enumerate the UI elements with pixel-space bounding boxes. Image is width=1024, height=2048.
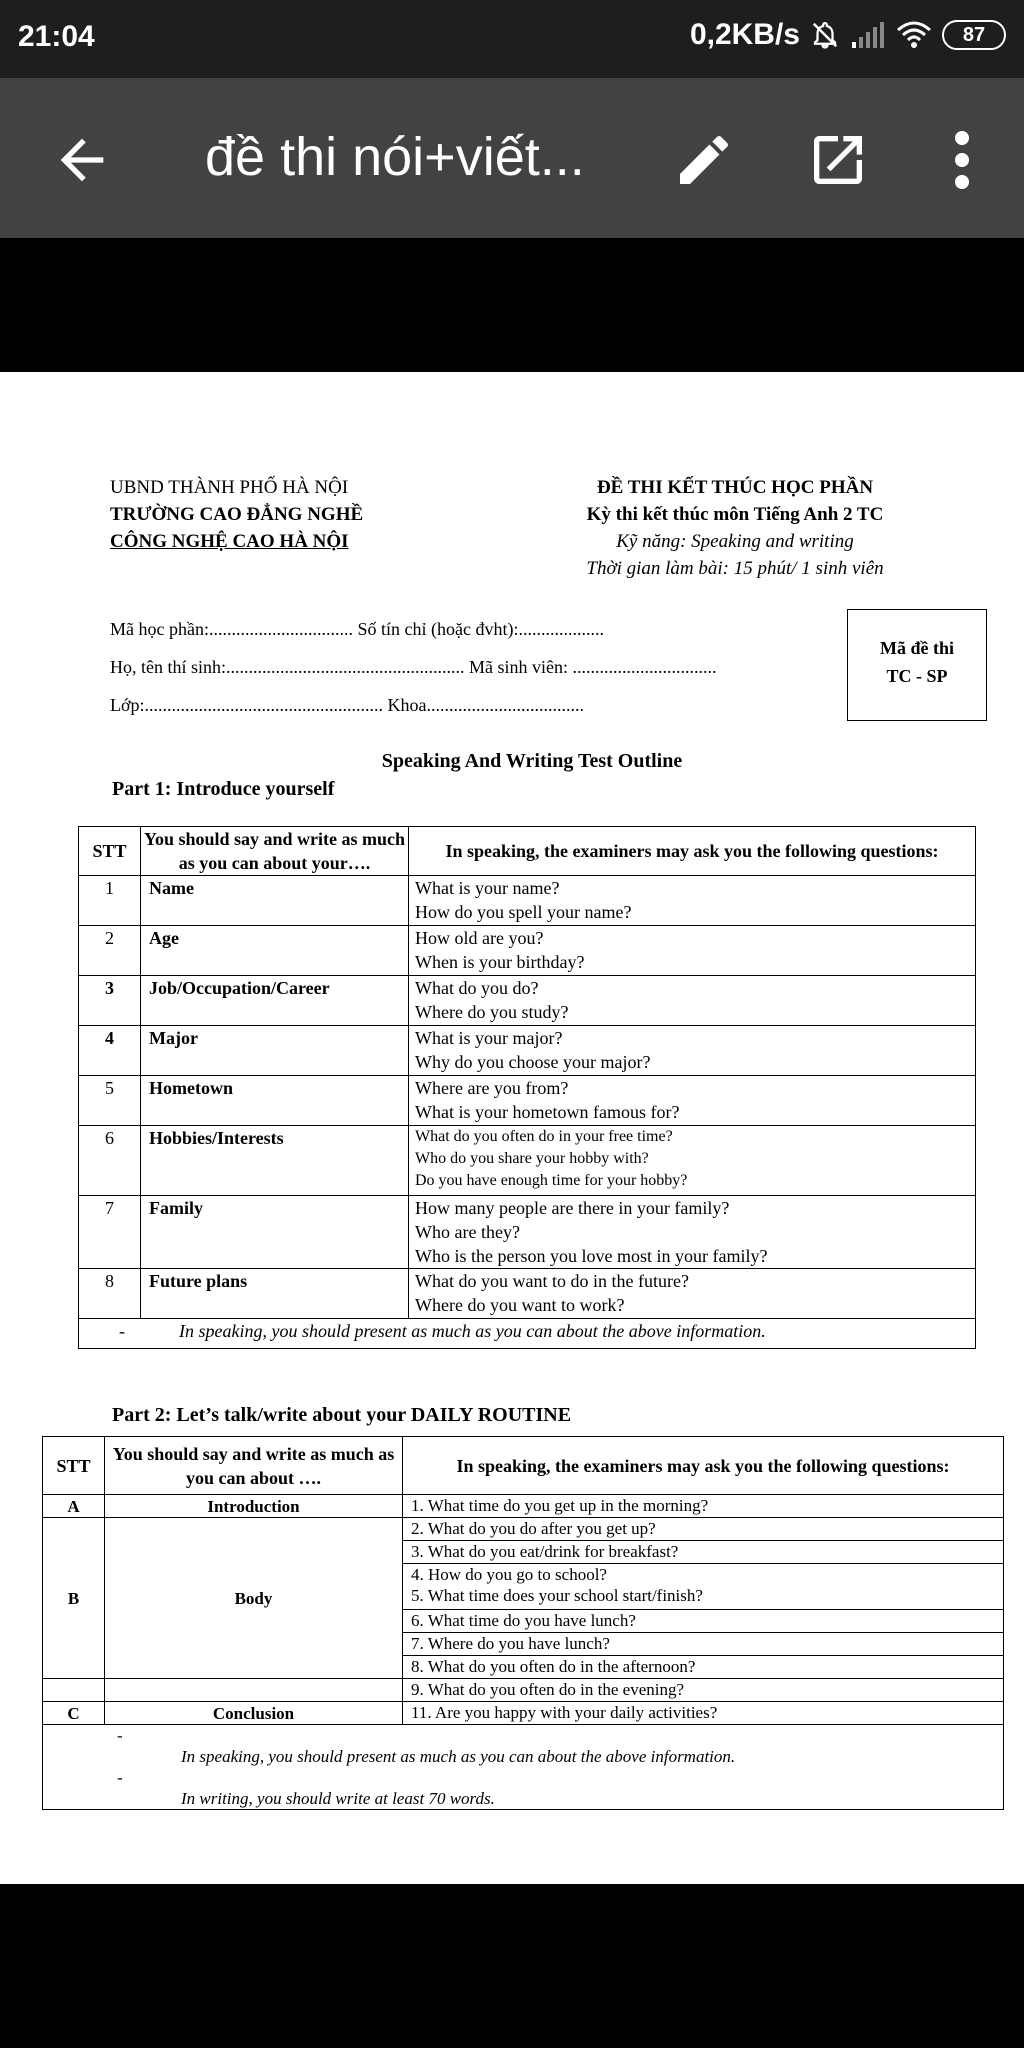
battery-icon: 87 bbox=[942, 20, 1006, 50]
row-number: 3 bbox=[79, 976, 141, 1026]
question: 9. What do you often do in the evening? bbox=[403, 1679, 1004, 1702]
question: Who do you share your hobby with? bbox=[415, 1150, 649, 1167]
field-row-course: Mã học phần:................................ Số tín chỉ (hoặc đvht):................... bbox=[110, 619, 604, 639]
row-topic: Name bbox=[141, 876, 409, 926]
table-row bbox=[43, 1725, 1004, 1810]
part2-note-2-text: In writing, you should write at least 70 words. bbox=[181, 1789, 495, 1808]
empty-cell bbox=[43, 1679, 105, 1702]
question: How do you spell your name? bbox=[415, 902, 632, 922]
exam-code-label: Mã đề thi bbox=[880, 638, 954, 658]
question: 11. Are you happy with your daily activities? bbox=[403, 1702, 1004, 1725]
header-right-line4: Thời gian làm bài: 15 phút/ 1 sinh viên bbox=[586, 558, 884, 579]
part1-header-questions: In speaking, the examiners may ask you the following questions: bbox=[409, 827, 976, 876]
empty-cell bbox=[105, 1679, 403, 1702]
question: Who is the person you love most in your family? bbox=[415, 1246, 768, 1266]
row-number: 8 bbox=[79, 1269, 141, 1319]
network-speed: 0,2KB/s bbox=[689, 18, 800, 51]
part1-header-stt: STT bbox=[79, 827, 141, 876]
row-questions bbox=[409, 1196, 976, 1269]
question: What is your hometown famous for? bbox=[415, 1102, 680, 1122]
header-left-line2: TRƯỜNG CAO ĐẲNG NGHỀ bbox=[110, 504, 364, 525]
row-number: 1 bbox=[79, 876, 141, 926]
header-right-line1: ĐỀ THI KẾT THÚC HỌC PHẦN bbox=[596, 477, 874, 498]
header-right-line2: Kỳ thi kết thúc môn Tiếng Anh 2 TC bbox=[586, 504, 884, 525]
question: Where do you study? bbox=[415, 1002, 569, 1022]
exam-code-box bbox=[847, 609, 987, 721]
part2-table bbox=[42, 1436, 1004, 1810]
question: What is your name? bbox=[415, 878, 560, 898]
table-row bbox=[79, 1026, 976, 1076]
header-left-line3: CÔNG NGHỆ CAO HÀ NỘI bbox=[110, 531, 349, 552]
section-name: Introduction bbox=[105, 1495, 403, 1518]
table-row bbox=[79, 876, 976, 926]
question: 2. What do you do after you get up? bbox=[403, 1518, 1004, 1541]
row-topic: Hobbies/Interests bbox=[141, 1126, 409, 1196]
question: 4. How do you go to school? bbox=[411, 1565, 607, 1584]
question: What do you want to do in the future? bbox=[415, 1271, 689, 1291]
question: 6. What time do you have lunch? bbox=[403, 1610, 1004, 1633]
question: 8. What do you often do in the afternoon? bbox=[403, 1656, 1004, 1679]
row-topic: Family bbox=[141, 1196, 409, 1269]
table-row bbox=[79, 976, 976, 1026]
viewer-background bbox=[0, 1884, 1024, 2048]
table-row bbox=[43, 1679, 1004, 1702]
question: 3. What do you eat/drink for breakfast? bbox=[403, 1541, 1004, 1564]
part2-header-questions: In speaking, the examiners may ask you the following questions: bbox=[403, 1437, 1004, 1495]
document-title: đề thi nói+viết... bbox=[205, 127, 585, 187]
part2-header-stt: STT bbox=[43, 1437, 105, 1495]
question: What is your major? bbox=[415, 1028, 563, 1048]
part2-title: Part 2: Let’s talk/write about your DAILY ROUTINE bbox=[112, 1404, 572, 1426]
row-questions bbox=[409, 876, 976, 926]
section-letter: A bbox=[43, 1495, 105, 1518]
question: 5. What time does your school start/finish? bbox=[411, 1586, 703, 1605]
section-letter: C bbox=[43, 1702, 105, 1725]
signal-icon bbox=[850, 20, 886, 50]
status-icons bbox=[690, 18, 1006, 52]
question: When is your birthday? bbox=[415, 952, 585, 972]
row-topic: Hometown bbox=[141, 1076, 409, 1126]
table-row bbox=[43, 1702, 1004, 1725]
header-left-line1: UBND THÀNH PHỐ HÀ NỘI bbox=[110, 477, 349, 498]
table-row bbox=[43, 1495, 1004, 1518]
question: Why do you choose your major? bbox=[415, 1052, 651, 1072]
question: 1. What time do you get up in the morning? bbox=[403, 1495, 1004, 1518]
question: Do you have enough time for your hobby? bbox=[415, 1172, 688, 1189]
row-topic: Future plans bbox=[141, 1269, 409, 1319]
row-questions bbox=[409, 1126, 976, 1196]
row-number: 6 bbox=[79, 1126, 141, 1196]
row-number: 4 bbox=[79, 1026, 141, 1076]
table-row bbox=[79, 1126, 976, 1196]
header-right-line3: Kỹ năng: Speaking and writing bbox=[616, 531, 854, 552]
part1-title: Part 1: Introduce yourself bbox=[112, 778, 335, 800]
row-topic: Major bbox=[141, 1026, 409, 1076]
part2-notes bbox=[43, 1725, 1004, 1810]
open-external-icon[interactable] bbox=[806, 128, 870, 192]
table-row bbox=[43, 1518, 1004, 1541]
question: Where do you want to work? bbox=[415, 1295, 625, 1315]
part1-header-topic: You should say and write as much as you can about your…. bbox=[141, 827, 409, 876]
part2-note-1-text: In speaking, you should present as much as you can about the above information. bbox=[181, 1747, 736, 1766]
row-questions bbox=[409, 926, 976, 976]
student-fields bbox=[110, 610, 717, 724]
part1-table bbox=[78, 826, 976, 1349]
status-bar bbox=[0, 0, 1024, 78]
row-number: 2 bbox=[79, 926, 141, 976]
table-row bbox=[79, 1269, 976, 1319]
row-topic: Job/Occupation/Career bbox=[141, 976, 409, 1026]
section-letter: B bbox=[43, 1518, 105, 1679]
table-row bbox=[79, 1319, 976, 1349]
section-name: Conclusion bbox=[105, 1702, 403, 1725]
outline-title: Speaking And Writing Test Outline bbox=[381, 750, 683, 772]
exam-code-value: TC - SP bbox=[886, 666, 948, 686]
document-page bbox=[0, 372, 1024, 1884]
part2-note-2: - In writing, you should write at least 70 words. bbox=[181, 1767, 1003, 1809]
field-row-name: Họ, tên thí sinh:..................................................... Mã sinh viên: ................................ bbox=[110, 657, 717, 677]
table-row bbox=[79, 1076, 976, 1126]
edit-pencil-icon[interactable] bbox=[672, 128, 736, 192]
part1-note: - In speaking, you should present as much as you can about the above information. bbox=[79, 1319, 976, 1349]
row-number: 5 bbox=[79, 1076, 141, 1126]
question: What do you often do in your free time? bbox=[415, 1128, 673, 1145]
row-questions bbox=[409, 1076, 976, 1126]
question: 7. Where do you have lunch? bbox=[403, 1633, 1004, 1656]
back-arrow-icon[interactable] bbox=[50, 128, 114, 192]
question: What do you do? bbox=[415, 978, 539, 998]
row-questions bbox=[409, 1269, 976, 1319]
app-bar bbox=[0, 78, 1024, 238]
header-exam-info bbox=[530, 474, 940, 582]
status-time: 21:04 bbox=[18, 20, 95, 53]
part1-note-text: In speaking, you should present as much as you can about the above information. bbox=[179, 1321, 766, 1341]
table-row bbox=[79, 926, 976, 976]
question: How old are you? bbox=[415, 928, 544, 948]
question: How many people are there in your family? bbox=[415, 1198, 730, 1218]
row-questions bbox=[409, 1026, 976, 1076]
more-vert-icon[interactable] bbox=[938, 128, 986, 192]
question-pair bbox=[403, 1564, 1004, 1610]
header-institution bbox=[110, 474, 363, 555]
part2-header-section: You should say and write as much as you can about …. bbox=[105, 1437, 403, 1495]
section-name: Body bbox=[105, 1518, 403, 1679]
field-row-class: Lớp:..................................................... Khoa................................... bbox=[110, 695, 585, 715]
table-row bbox=[79, 1196, 976, 1269]
notifications-off-icon bbox=[810, 20, 840, 50]
wifi-icon bbox=[896, 20, 932, 50]
question: Where are you from? bbox=[415, 1078, 569, 1098]
row-number: 7 bbox=[79, 1196, 141, 1269]
part2-note-1: - In speaking, you should present as much as you can about the above information. bbox=[181, 1725, 1003, 1767]
row-topic: Age bbox=[141, 926, 409, 976]
question: Who are they? bbox=[415, 1222, 520, 1242]
row-questions bbox=[409, 976, 976, 1026]
